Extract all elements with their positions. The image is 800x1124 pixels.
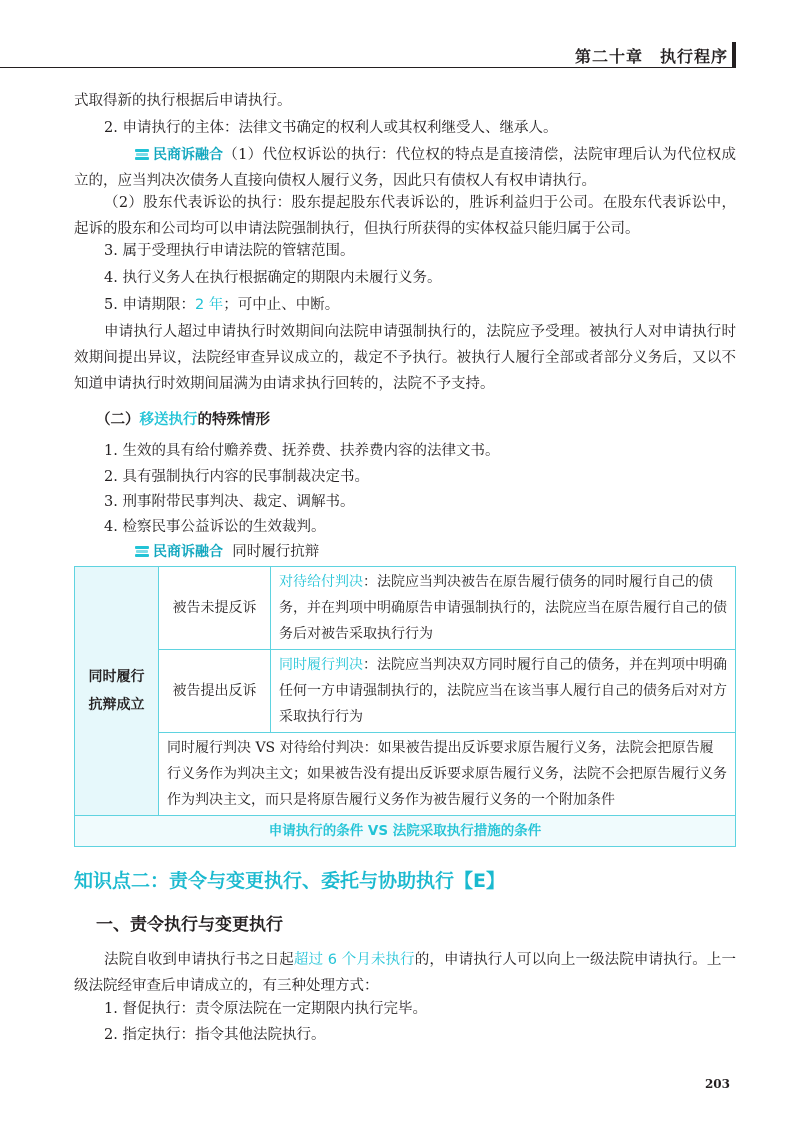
- text: ：法院应当判决双方同时履行自己的债务，并在判项中明确任何一方申请强制执行的，法院应当在该当事人履行自己的债务后对对方采取执行行为: [279, 657, 727, 725]
- text: 的特殊情形: [197, 412, 270, 428]
- table-row: [75, 650, 736, 733]
- highlight-term: 同时履行判决: [279, 657, 363, 673]
- list-item: 1. 生效的具有给付赡养费、抚养费、扶养费内容的法律文书。: [104, 443, 500, 459]
- fusion-tag: [104, 142, 223, 168]
- fusion-tag: [104, 539, 223, 565]
- comparison-table: [74, 566, 736, 847]
- table-row: [75, 816, 736, 847]
- paragraph: 式取得新的执行根据后申请执行。: [74, 93, 292, 109]
- paragraph-text: （1）代位权诉讼的执行：代位权的特点是直接清偿，法院审理后认为代位权成立的，应当判决次债务人直接向债权人履行义务，因此只有债权人有权申请执行。: [74, 147, 736, 189]
- table-left-head: 同时履行抗辩成立: [75, 567, 159, 816]
- paragraph: [74, 292, 736, 318]
- text: ；可中止、中断。: [223, 297, 340, 313]
- paragraph: 4. 执行义务人在执行根据确定的期限内未履行义务。: [104, 270, 442, 286]
- knowledge-point-title: 知识点二：责令与变更执行、委托与协助执行【E】: [74, 870, 505, 892]
- table-row: [75, 567, 736, 650]
- fusion-tag-label: 民商诉融合: [153, 147, 223, 163]
- paragraph: 2. 申请执行的主体：法律文书确定的权利人或其权利继受人、继承人。: [104, 120, 558, 136]
- text: ：法院应当判决被告在原告履行债务的同时履行自己的债务，并在判项中明确原告申请强制执行的，法院应当在原告履行自己的债务后对被告采取执行行为: [279, 574, 727, 642]
- paragraph: （2）股东代表诉讼的执行：股东提起股东代表诉讼的，胜诉利益归于公司。在股东代表诉讼中，起诉的股东和公司均可以申请法院强制执行，但执行所获得的实体权益只能归属于公司。: [74, 195, 736, 237]
- books-icon: [134, 147, 150, 161]
- table-row: [75, 733, 736, 816]
- paragraph: [74, 947, 736, 999]
- paragraph: 申请执行人超过申请执行时效期间向法院申请强制执行的，法院应予受理。被执行人对申请执行时效期间提出异议，法院经审查异议成立的，裁定不予执行。被执行人履行全部或者部分义务后，又以不知道申请执行时效期间届满为由请求执行回转的，法院不予支持。: [74, 324, 736, 392]
- chapter-title: 第二十章 执行程序: [574, 47, 728, 66]
- table-cell: 被告未提反诉: [159, 567, 271, 650]
- text: 5. 申请期限：: [104, 297, 195, 313]
- text: 的，申请执行人可以向上一级法院申请执行。上一级法院经审查后申请成立的，有三种处理方式：: [74, 952, 737, 994]
- paragraph-tagged: [74, 142, 736, 194]
- tag-text: 同时履行抗辩: [232, 544, 320, 560]
- list-item: 2. 具有强制执行内容的民事制裁决定书。: [104, 469, 369, 485]
- list-item: 2. 指定执行：指令其他法院执行。: [104, 1027, 326, 1043]
- table-cell: [271, 567, 736, 650]
- subsection-heading: [96, 407, 270, 433]
- table-cell: [271, 650, 736, 733]
- header-bar: [732, 42, 736, 68]
- text: 法院自收到申请执行书之日起: [104, 952, 294, 968]
- list-item: 1. 督促执行：责令原法院在一定期限内执行完毕。: [104, 1001, 427, 1017]
- list-item: 3. 刑事附带民事判决、裁定、调解书。: [104, 494, 355, 510]
- highlight-term: 移送执行: [139, 412, 198, 428]
- highlight-term: 2 年: [194, 297, 224, 313]
- books-icon: [134, 544, 150, 558]
- fusion-tag-label: 民商诉融合: [153, 544, 223, 560]
- page-number: 203: [704, 1077, 730, 1091]
- highlight-term: 对待给付判决: [279, 574, 363, 590]
- header-rule: [0, 67, 736, 68]
- list-item: 4. 检察民事公益诉讼的生效裁判。: [104, 519, 326, 535]
- table-cell: 被告提出反诉: [159, 650, 271, 733]
- paragraph: 3. 属于受理执行申请法院的管辖范围。: [104, 243, 355, 259]
- text: （二）: [96, 412, 140, 428]
- page-header: [0, 0, 800, 70]
- section-title: 一、责令执行与变更执行: [96, 915, 283, 935]
- tagged-line: [74, 539, 736, 565]
- table-footer: 申请执行的条件 VS 法院采取执行措施的条件: [75, 816, 736, 847]
- highlight-term: 超过 6 个月未执行: [293, 952, 415, 968]
- table-cell: 同时履行判决 VS 对待给付判决：如果被告提出反诉要求原告履行义务，法院会把原告履行义务作为判决主文；如果被告没有提出反诉要求原告履行义务，法院不会把原告履行义务作为判决主文，而只是将原告履行义务作为被告履行义务的一个附加条件: [159, 733, 736, 816]
